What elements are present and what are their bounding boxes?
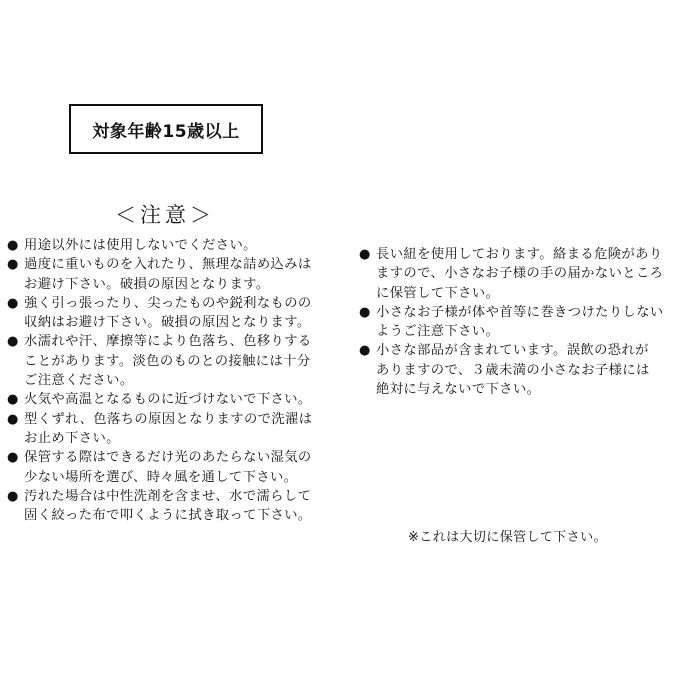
caution-item [6,332,346,390]
age-restriction-text: 対象年齢15歳以上 [92,121,240,142]
bullet-icon: ● [7,392,19,408]
caution-item-text: 小さな部品が含まれています。誤飲の恐れが ありますので、３歳未満の小さなお子様には 絶対に与えないで下さい。 [376,343,650,398]
caution-item-text: 用途以外には使用しないでください。 [24,238,257,253]
bullet-icon: ● [7,450,19,466]
bullet-icon: ● [359,304,371,320]
bullet-icon: ● [7,488,19,504]
caution-item-text: 強く引っ張ったり、尖ったものや鋭利なものの 収納はお避け下さい。破損の原因となります。 [24,295,312,331]
caution-item [358,341,688,399]
caution-item [6,294,346,333]
caution-item-text: 長い紐を使用しております。絡まる危険があり ますので、小さなお子様の手の届かないところ に保管して下さい。 [376,247,664,301]
caution-item-text: 汚れた場合は中性洗剤を含ませ、水で濡らして 固く絞った布で叩くように拭き取って下さい。 [24,488,312,524]
caution-list-left [6,236,346,525]
caution-item [6,410,346,449]
caution-item [6,487,346,526]
bullet-icon: ● [7,295,19,311]
caution-item-text: 型くずれ、色落ちの原因となりますので洗濯は お止め下さい。 [24,411,313,446]
bullet-icon: ● [359,343,371,359]
bullet-icon: ● [7,411,19,427]
caution-heading: ＜注意＞ [115,203,215,227]
bullet-icon: ● [7,257,19,273]
caution-item [358,303,688,342]
caution-item [358,245,688,303]
caution-item-text: 過度に重いものを入れたり、無理な詰め込みは お避け下さい。破損の原因となります。 [24,257,312,292]
caution-item [6,448,346,487]
caution-item-text: 火気や高温となるものに近づけないで下さい。 [24,392,312,408]
bullet-icon: ● [7,238,19,253]
caution-item-text: 水濡れや汗、摩擦等により色落ち、色移りする ことがあります。淡色のものとの接触には十分 ご注意ください。 [24,334,312,389]
caution-item [6,255,346,294]
caution-item-text: 小さなお子様が体や首等に巻きつけたりしない ようご注意下さい。 [376,304,664,340]
bullet-icon: ● [359,247,371,262]
bullet-icon: ● [7,334,19,350]
caution-list-right [358,245,688,399]
age-restriction-box [69,104,263,154]
storage-footnote: ※これは大切に保管して下さい。 [408,530,607,545]
caution-item [6,390,346,409]
caution-item-text: 保管する際はできるだけ光のあたらない湿気の 少ない場所を選び、時々風を通して下さい。 [24,450,312,485]
caution-item [6,236,346,255]
